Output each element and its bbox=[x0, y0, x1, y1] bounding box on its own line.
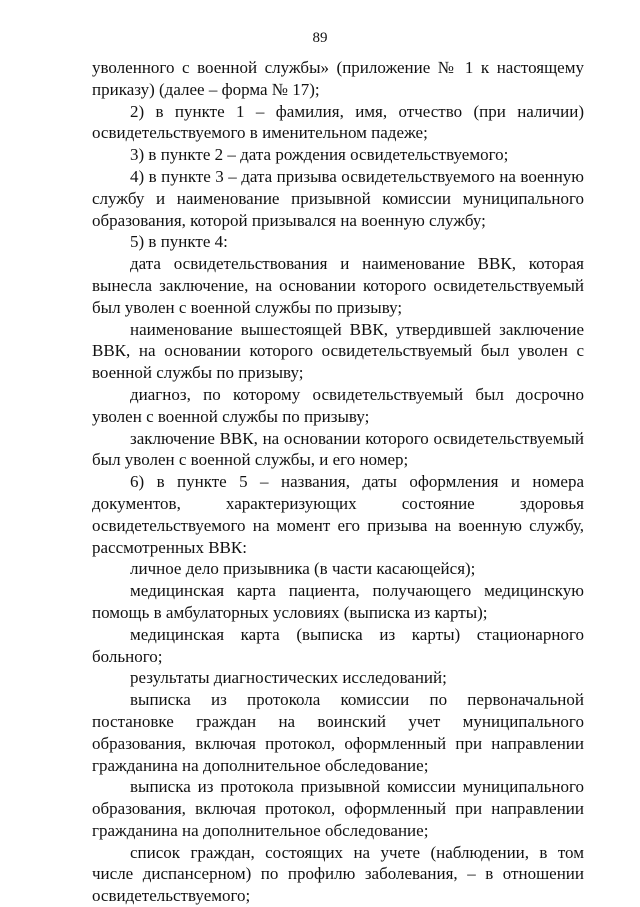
paragraph-6: дата освидетельствования и наименование ВВК, которая вынесла заключение, на основании которого освидетельствуемый был уволен с военной службы по призыву; bbox=[92, 254, 584, 317]
paragraph-10: 6) в пункте 5 – названия, даты оформления и номера документов, характеризующих состояние здоровья освидетельствуемого на момент его призыва на военную службу, рассмотренных ВВК: bbox=[92, 472, 584, 557]
paragraph-15: выписка из протокола комиссии по первоначальной постановке граждан на воинский учет муниципального образования, включая протокол, оформленный при направлении гражданина на дополнительное обследование; bbox=[92, 690, 584, 775]
paragraph-11: личное дело призывника (в части касающейся); bbox=[130, 559, 476, 579]
paragraph-13: медицинская карта (выписка из карты) стационарного больного; bbox=[92, 624, 584, 666]
paragraph-2: 2) в пункте 1 – фамилия, имя, отчество (при наличии) освидетельствуемого в именительном падеже; bbox=[92, 101, 584, 143]
paragraph-7: наименование вышестоящей ВВК, утвердившей заключение ВВК, на основании которого освидетельствуемый был уволен с военной службы по призыву; bbox=[92, 319, 584, 383]
paragraph-3: 3) в пункте 2 – дата рождения освидетельствуемого; bbox=[130, 145, 509, 165]
page-number: 89 bbox=[312, 30, 328, 46]
paragraph-4: 4) в пункте 3 – дата призыва освидетельствуемого на военную службу и наименование призывной комиссии муниципального образования, которой призывался на военную службу; bbox=[92, 166, 584, 230]
body-text bbox=[92, 57, 584, 907]
paragraph-16: выписка из протокола призывной комиссии муниципального образования, включая протокол, оформленный при направлении гражданина на дополнительное обследование; bbox=[92, 777, 584, 840]
paragraph-8: диагноз, по которому освидетельствуемый был досрочно уволен с военной службы по призыву; bbox=[92, 384, 584, 426]
paragraph-1: уволенного с военной службы» (приложение № 1 к настоящему приказу) (далее – форма № 17); bbox=[92, 58, 584, 99]
paragraph-5: 5) в пункте 4: bbox=[130, 232, 228, 252]
paragraph-12: медицинская карта пациента, получающего медицинскую помощь в амбулаторных условиях (выписка из карты); bbox=[92, 581, 584, 622]
paragraph-17: список граждан, состоящих на учете (наблюдении, в том числе диспансерном) по профилю заболевания, – в отношении освидетельствуемого; bbox=[92, 842, 584, 906]
paragraph-9: заключение ВВК, на основании которого освидетельствуемый был уволен с военной службы, и его номер; bbox=[92, 428, 584, 470]
paragraph-14: результаты диагностических исследований; bbox=[130, 668, 447, 688]
